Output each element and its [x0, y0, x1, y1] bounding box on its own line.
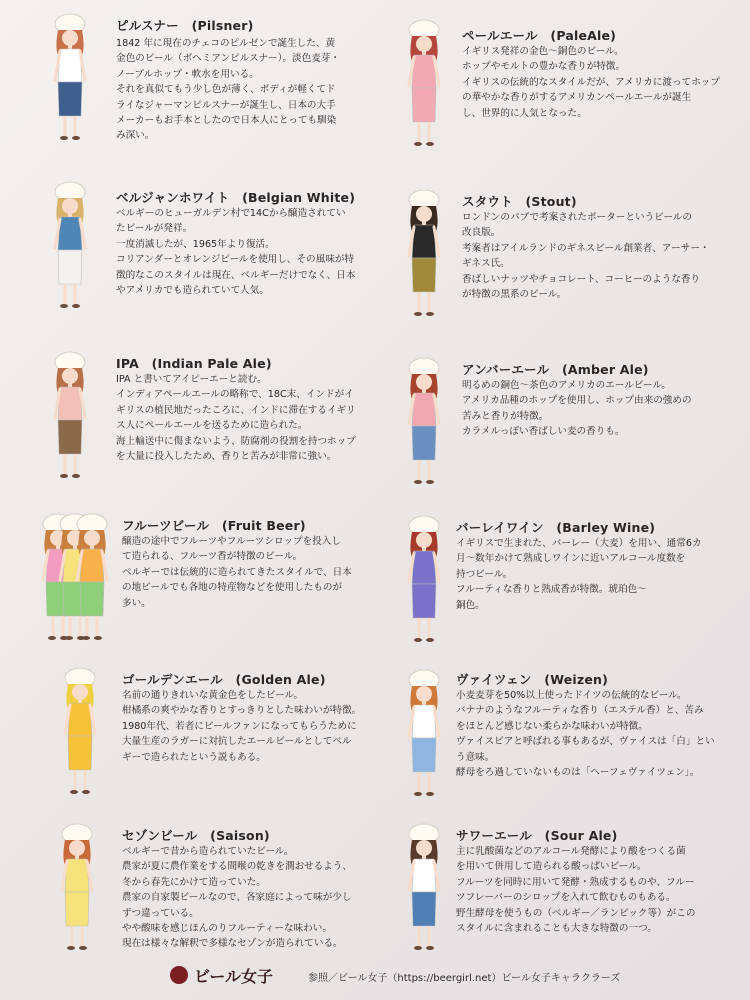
description-line: ベルギーで昔から造られていたビール。 — [122, 846, 294, 857]
description-line: フルーツを同時に用いて発酵・熟成するものや、フルー — [456, 876, 695, 888]
description-line: 小麦麦芽を50%以上使ったドイツの伝統的なビール。 — [456, 690, 687, 701]
description-line: 主に乳酸菌などのアルコール発酵により酸をつくる菌 — [456, 846, 686, 857]
description-line: 醸造の途中でフルーツやフルーツシロップを投入し — [122, 536, 341, 547]
character-illustration — [40, 180, 100, 310]
girl-figure — [40, 12, 100, 142]
description-line: メーカーもお手本としたので日本人にとっても馴染 — [116, 115, 337, 127]
left-shoe — [60, 136, 68, 140]
description-line: が特徴の黒系のビール。 — [462, 289, 567, 301]
logo-text: ビール女子 — [194, 967, 274, 986]
character-illustration — [40, 12, 100, 142]
bottom-garment — [412, 426, 436, 460]
entry-description — [116, 372, 386, 464]
reference-text: 参照／ビール女子（https://beergirl.net）ビール女子キャラクラーズ — [308, 973, 621, 984]
left-shoe — [414, 142, 422, 146]
face — [72, 684, 88, 700]
description-line: イギリス発祥の金色～銅色のビール。 — [462, 46, 624, 57]
top-garment — [412, 859, 436, 892]
description-line: コリアンダーとオレンジピールを使用し、その風味が特 — [116, 254, 355, 266]
neck — [56, 545, 60, 549]
description-line: 冬から春先にかけて造っていた。 — [122, 876, 266, 888]
description-line: スタイルに含まれることも大きな特徴の一つ。 — [456, 923, 657, 935]
left-shoe — [414, 480, 422, 484]
right-shoe — [79, 946, 87, 950]
entry-description — [116, 36, 376, 144]
description-line: インディアペールエールの略称で、18C末、インドがイ — [116, 389, 354, 401]
description-line: 一度消滅したが、1965年より復活。 — [116, 238, 275, 250]
bottom-garment — [68, 736, 92, 770]
left-shoe — [48, 636, 56, 640]
entry-title: フルーツビール (Fruit Beer) — [122, 518, 306, 533]
description-line: ずつ違っている。 — [122, 907, 199, 919]
description-line: 農家の自家製ビールなので、各家庭によって味が少し — [122, 892, 352, 904]
bottom-garment — [412, 892, 436, 926]
girl-figure — [394, 514, 454, 644]
neck — [422, 221, 426, 225]
description-line: それを真似てもう少し色が薄く、ボディが軽くてド — [116, 84, 336, 96]
girl-figure — [394, 188, 454, 318]
top-garment — [412, 705, 436, 738]
description-line: し、世界的に人気となった。 — [462, 107, 587, 119]
description-line: 苦みと香りが特徴。 — [462, 410, 549, 422]
left-shoe — [65, 636, 73, 640]
description-line: ギーで造られたという説もある。 — [122, 751, 266, 763]
character-illustration — [394, 668, 454, 798]
neck — [422, 855, 426, 859]
entry-description — [462, 378, 732, 440]
description-line: ス人にペールエールを送るために造られた。 — [116, 420, 308, 432]
description-line: 海上輸送中に傷まないよう、防腐剤の役割を持つホップ — [116, 435, 356, 447]
right-shoe — [72, 304, 80, 308]
description-line: 持つビール。 — [456, 568, 513, 580]
face — [416, 206, 432, 222]
description-line: 銅色。 — [456, 599, 485, 611]
description-line: 多い。 — [122, 597, 151, 609]
description-line: 酵母をろ過していないものは「ヘーフェヴァイツェン」。 — [456, 767, 700, 779]
description-line: を用いて併用して造られる酸っぱいビール。 — [456, 861, 647, 873]
description-line: アメリカ品種のホップを使用し、ホップ由来の強めの — [462, 395, 692, 407]
girl-figure — [394, 18, 454, 148]
face — [416, 36, 432, 52]
bottom-garment — [58, 250, 82, 284]
description-line: フルーティな香りと熟成香が特徴。琥珀色～ — [456, 584, 647, 596]
left-shoe — [67, 946, 75, 950]
description-line: ノーブルホップ・軟水を用いる。 — [116, 68, 259, 80]
description-line: の地ビールでも各地の特産物などを使用したものが — [122, 582, 343, 594]
entry-title: サワーエール (Sour Ale) — [456, 828, 618, 843]
description-line: やや酸味を感じほんのりフルーティーな味わい。 — [122, 923, 332, 935]
bottom-garment — [412, 88, 436, 122]
entry-description — [122, 534, 384, 611]
entry-title: アンバーエール (Amber Ale) — [462, 362, 649, 377]
description-line: ギネス氏。 — [462, 258, 510, 270]
bottom-garment — [412, 738, 436, 772]
girl-figure — [40, 350, 100, 480]
entry-description — [122, 844, 384, 952]
left-shoe — [82, 636, 90, 640]
description-line: 名前の通りきれいな黄金色をしたビール。 — [122, 690, 303, 701]
face — [69, 840, 85, 856]
top-garment — [412, 55, 436, 88]
neck — [73, 545, 77, 549]
bottom-garment — [412, 258, 436, 292]
description-line: たビールが発祥。 — [116, 223, 193, 235]
entry-title: バーレイワイン (Barley Wine) — [456, 520, 656, 535]
top-garment — [412, 393, 436, 426]
character-illustration — [40, 350, 100, 480]
description-line: ヴァイスビアと呼ばれる事もあるが、ヴァイスは「白」とい — [456, 736, 715, 748]
description-line: 明るめの銅色～茶色のアメリカのエールビール。 — [462, 380, 671, 391]
description-line: 大量生産のラガーに対抗したエールビールとしてベル — [122, 736, 352, 748]
description-line: う意味。 — [456, 751, 495, 763]
girl-figure — [394, 668, 454, 798]
description-line: 月～数年かけて熟成しワインに近いアルコール度数を — [456, 553, 686, 565]
neck — [68, 213, 72, 217]
left-shoe — [414, 946, 422, 950]
beer-girl-logo-icon — [170, 966, 188, 984]
entry-title: ピルスナー (Pilsner) — [116, 18, 254, 33]
girl-figure — [40, 180, 100, 310]
bottom-garment — [65, 892, 89, 926]
girl-figure — [40, 512, 110, 642]
entry-title: ヴァイツェン (Weizen) — [456, 672, 609, 687]
description-line: カラメルっぽい香ばしい麦の香りも。 — [462, 426, 625, 438]
character-illustration — [394, 514, 454, 644]
left-shoe — [60, 474, 68, 478]
description-line: イギリスで生まれた、バーレー（大麦）を用い、通常6カ — [456, 538, 702, 549]
right-shoe — [426, 142, 434, 146]
description-line: ロンドンのパブで考案されたポーターというビールの — [462, 212, 692, 223]
entry-title: ゴールデンエール (Golden Ale) — [122, 672, 326, 687]
entry-title: ベルジャンホワイト (Belgian White) — [116, 190, 356, 205]
neck — [68, 45, 72, 49]
top-garment — [65, 859, 89, 892]
right-shoe — [72, 474, 80, 478]
description-line: ライなジャーマンピルスナーが誕生し、日本の大手 — [116, 99, 336, 111]
left-shoe — [414, 312, 422, 316]
neck — [422, 389, 426, 393]
top-garment — [58, 49, 82, 82]
neck — [422, 701, 426, 705]
bottom-garment — [412, 584, 436, 618]
top-garment — [58, 217, 82, 250]
footer — [0, 964, 750, 994]
description-line: を大量に投入したため、香りと苦みが非常に強い。 — [116, 451, 337, 463]
neck — [422, 51, 426, 55]
girl-figure — [44, 822, 110, 952]
face — [62, 368, 78, 384]
neck — [75, 855, 79, 859]
entry-title: ペールエール (PaleAle) — [462, 28, 617, 43]
character-illustration — [394, 188, 454, 318]
face — [62, 198, 78, 214]
neck — [90, 545, 94, 549]
left-shoe — [70, 790, 78, 794]
character-illustration — [394, 18, 454, 148]
description-line: 考案者はアイルランドのギネスビール創業者、アーサー・ — [462, 242, 710, 254]
entry-description — [462, 210, 732, 302]
right-shoe — [426, 638, 434, 642]
face — [84, 530, 100, 546]
bottom-garment — [58, 82, 82, 116]
left-shoe — [414, 792, 422, 796]
top-garment — [68, 703, 92, 736]
description-line: ギリスの植民地だったころに、インドに滞在するイギリ — [116, 404, 356, 416]
face — [416, 686, 432, 702]
description-line: 改良版。 — [462, 227, 501, 239]
description-line: バナナのようなフルーティな香り（エステル香）と、苦み — [456, 705, 704, 717]
description-line: の華やかな香りがするアメリカンペールエールが誕生 — [462, 92, 692, 104]
neck — [68, 383, 72, 387]
girl-figure — [50, 666, 110, 796]
description-line: て造られる、フルーツ香が特徴のビール。 — [122, 551, 303, 563]
girl-figure — [394, 356, 454, 486]
top-garment — [412, 225, 436, 258]
entry-description — [456, 688, 732, 780]
neck — [422, 547, 426, 551]
entry-description — [122, 688, 384, 765]
bottom-garment — [80, 582, 104, 616]
right-shoe — [426, 312, 434, 316]
entry-title: スタウト (Stout) — [462, 194, 577, 209]
description-line: み深い。 — [116, 130, 155, 142]
face — [416, 840, 432, 856]
description-line: 現在は様々な解釈で多様なセゾンが造られている。 — [122, 938, 343, 950]
description-line: 1980年代、若者にビールファンになってもらうために — [122, 720, 357, 732]
description-line: ベルギーのヒューガルデン村で14Cから醸造されてい — [116, 208, 346, 219]
top-garment — [412, 551, 436, 584]
description-line: 徴的なこのスタイルは現在、ベルギーだけでなく、日本 — [116, 269, 356, 281]
right-shoe — [82, 790, 90, 794]
description-line: IPA と書いてアイピーエーと読む。 — [116, 374, 267, 385]
description-line: 農家が夏に農作業をする間喉の乾きを潤おせるよう、 — [122, 861, 352, 873]
description-line: ツフレーバーのシロップを入れて飲むものもある。 — [456, 892, 676, 904]
entry-title: IPA (Indian Pale Ale) — [116, 356, 272, 371]
description-line: 1842 年に現在のチェコのピルゼンで誕生した、黄 — [116, 38, 336, 49]
face — [416, 532, 432, 548]
entry-description — [456, 536, 732, 613]
description-line: やアメリカでも造られていて人気。 — [116, 285, 269, 297]
description-line: イギリスの伝統的なスタイルだが、アメリカに渡ってホップ — [462, 76, 720, 88]
description-line: ベルギーでは伝統的に造られてきたスタイルで、日本 — [122, 566, 352, 578]
girl-figure — [394, 822, 454, 952]
description-line: 野生酵母を使うもの（ベルギー／ランビック等）がこの — [456, 907, 696, 919]
right-shoe — [426, 946, 434, 950]
description-line: をほとんど感じない柔らかな味わいが特徴。 — [456, 720, 648, 732]
top-garment — [80, 549, 104, 582]
character-illustration — [44, 822, 110, 952]
description-line: 柑橘系の爽やかな香りとすっきりとした味わいが特徴。 — [122, 705, 362, 717]
description-line: 金色のビール（ボヘミアンピルスナー）。淡色麦芽・ — [116, 53, 341, 65]
description-line: ホップやモルトの豊かな香りが特徴。 — [462, 61, 626, 73]
character-illustration — [40, 512, 110, 642]
face — [62, 30, 78, 46]
entry-title: セゾンビール (Saison) — [122, 828, 270, 843]
neck — [78, 699, 82, 703]
character-illustration — [394, 822, 454, 952]
description-line: 香ばしいナッツやチョコレート、コーヒーのような香り — [462, 273, 701, 285]
face — [416, 374, 432, 390]
entry-description — [462, 44, 732, 121]
entry-description — [116, 206, 376, 298]
left-shoe — [60, 304, 68, 308]
character-illustration — [50, 666, 110, 796]
entry-description — [456, 844, 732, 936]
bottom-garment — [58, 420, 82, 454]
right-shoe — [426, 792, 434, 796]
right-shoe — [94, 636, 102, 640]
top-garment — [58, 387, 82, 420]
left-shoe — [414, 638, 422, 642]
character-illustration — [394, 356, 454, 486]
right-shoe — [72, 136, 80, 140]
right-shoe — [426, 480, 434, 484]
